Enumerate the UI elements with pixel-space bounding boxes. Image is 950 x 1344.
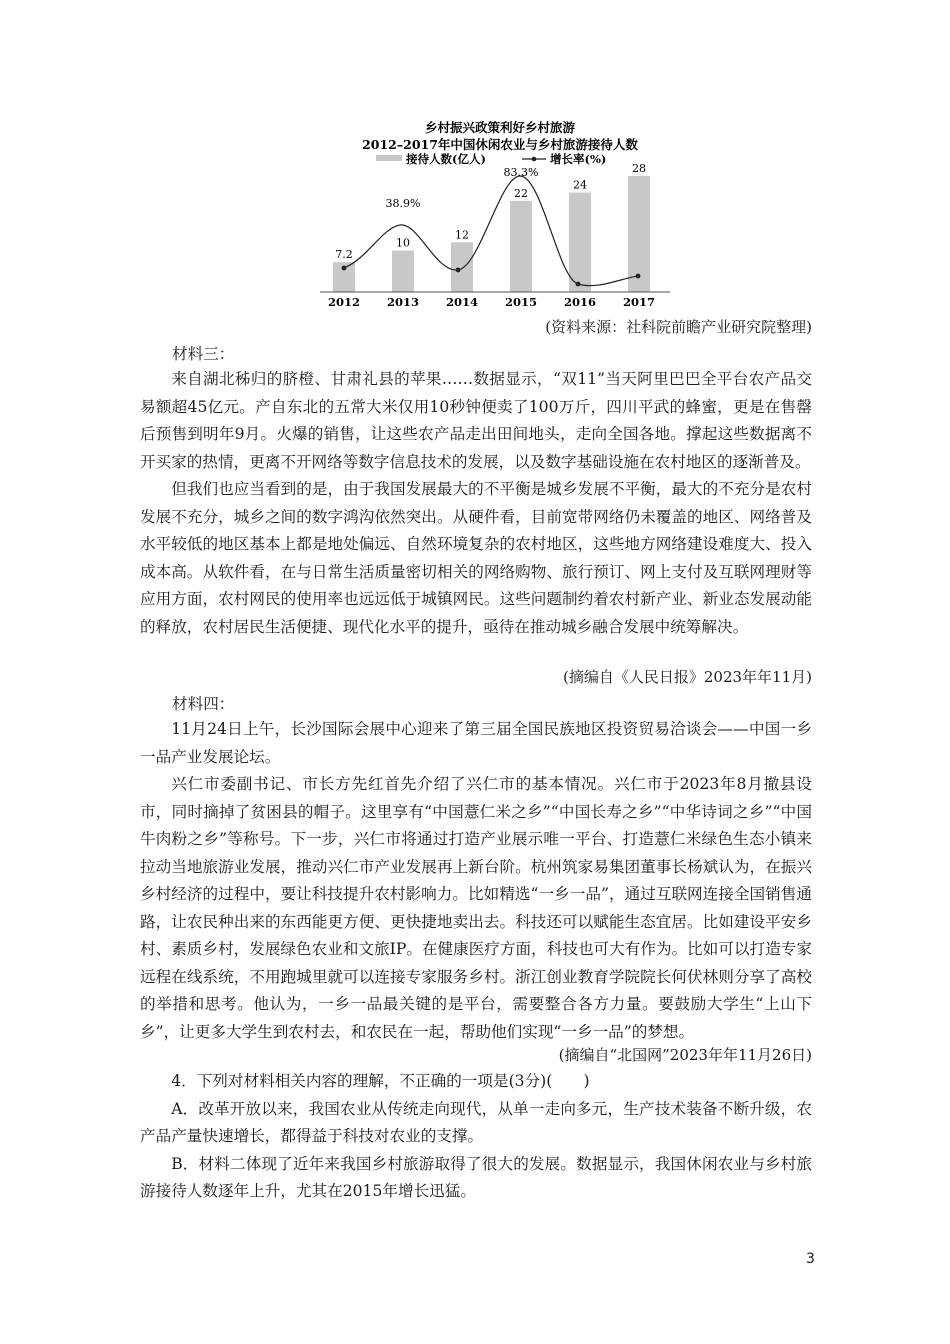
question-option-b: B．材料二体现了近年来我国乡村旅游取得了很大的发展。数据显示，我国休闲农业与乡村旅游接待人数逐年上升，尤其在2015年增长迅猛。 <box>140 1154 812 1200</box>
bar-2015 <box>510 201 532 292</box>
x-tick-2014: 2014 <box>445 295 479 309</box>
bar-value-label-2012: 7.2 <box>335 248 353 262</box>
question-option-a: A．改革开放以来，我国农业从传统走向现代，从单一走向多元，生产技术装备不断升级，农产品产量快速增长，都得益于科技对农业的支撑。 <box>140 1099 812 1145</box>
growth-point-2014 <box>456 268 461 273</box>
bar-value-label-2017: 28 <box>632 162 646 175</box>
x-tick-2015: 2015 <box>504 295 538 309</box>
bar-2014 <box>451 242 473 292</box>
bar-2013 <box>392 251 414 292</box>
chart-title: 乡村振兴政策利好乡村旅游 <box>424 120 576 135</box>
chart-source-note: (资料来源：社科院前瞻产业研究院整理) <box>545 318 812 336</box>
growth-rate-label-2013: 38.9% <box>385 197 421 210</box>
material3-label: 材料三： <box>172 345 235 363</box>
growth-rate-label-2015: 83.3% <box>503 166 539 179</box>
material4-paragraph-1: 11月24日上午，长沙国际会展中心迎来了第三届全国民族地区投资贸易洽谈会——中国一乡一品产业发展论坛。 <box>140 720 812 766</box>
growth-rate-line <box>344 176 638 286</box>
material3-paragraph-1: 来自湖北秭归的脐橙、甘肃礼县的苹果……数据显示，“双11”当天阿里巴巴全平台农产品交易额超45亿元。产自东北的五常大米仅用10秒钟便卖了100万斤，四川平武的蜂蜜，更是在售罄后预售到明年9月。火爆的销售，让这些农产品走出田间地头，走向全国各地。撑起这些数据离不开买家的热情，更离不开网络等数字信息技术的发展，以及数字基础设施在农村地区的逐渐普及。 <box>140 370 812 471</box>
material3-source: (摘编自《人民日报》2023年年11月) <box>563 668 812 686</box>
bar-value-label-2016: 24 <box>573 178 587 192</box>
bar-2016 <box>569 193 591 292</box>
legend-bar-swatch <box>376 155 402 161</box>
bar-value-label-2015: 22 <box>514 186 528 200</box>
x-tick-2017: 2017 <box>622 295 656 309</box>
legend-line-marker <box>532 157 537 162</box>
growth-point-2012 <box>342 266 347 271</box>
material3-body <box>140 366 812 641</box>
question-block <box>140 1068 812 1206</box>
legend-bar-label: 接待人数(亿人) <box>406 152 486 166</box>
bar-value-label-2014: 12 <box>455 228 469 242</box>
growth-point-2017 <box>636 274 641 279</box>
growth-point-2016 <box>576 282 581 287</box>
page-number: 3 <box>806 1251 815 1267</box>
chart-legend <box>376 152 606 166</box>
x-tick-2013: 2013 <box>386 295 420 309</box>
x-tick-2016: 2016 <box>563 295 597 309</box>
growth-rate-markers <box>342 266 641 287</box>
x-tick-2012: 2012 <box>327 295 361 309</box>
chart-subtitle: 2012–2017年中国休闲农业与乡村旅游接待人数 <box>362 137 638 152</box>
bar-value-label-2013: 10 <box>396 236 410 250</box>
material4-body <box>140 716 812 1046</box>
question-stem: 4．下列对材料相关内容的理解，不正确的一项是(3分)( ) <box>171 1072 590 1090</box>
visitor-chart <box>310 118 690 318</box>
material3-paragraph-2: 但我们也应当看到的是，由于我国发展最大的不平衡是城乡发展不平衡，最大的不充分是农村发展不充分，城乡之间的数字鸿沟依然突出。从硬件看，目前宽带网络仍未覆盖的地区、网络普及水平较低的地区基本上都是地处偏远、自然环境复杂的农村地区，这些地方网络建设难度大、投入成本高。从软件看，在与日常生活质量密切相关的网络购物、旅行预订、网上支付及互联网理财等应用方面，农村网民的使用率也远远低于城镇网民。这些问题制约着农村新产业、新业态发展动能的释放，农村居民生活便捷、现代化水平的提升，亟待在推动城乡融合发展中统筹解决。 <box>140 480 812 636</box>
material4-source: (摘编自“北国网”2023年年11月26日) <box>558 1046 812 1064</box>
material4-paragraph-2: 兴仁市委副书记、市长方先红首先介绍了兴仁市的基本情况。兴仁市于2023年8月撤县设市，同时摘掉了贫困县的帽子。这里享有“中国薏仁米之乡”“中国长寿之乡”“中华诗词之乡”“中国牛肉粉之乡”等称号。下一步，兴仁市将通过打造产业展示唯一平台、打造薏仁米绿色生态小镇来拉动当地旅游业发展，推动兴仁市产业发展再上新台阶。杭州筑家易集团董事长杨斌认为，在振兴乡村经济的过程中，要让科技提升农村影响力。比如精选“一乡一品”，通过互联网连接全国销售通路，让农民种出来的东西能更方便、更快捷地卖出去。科技还可以赋能生态宜居。比如建设平安乡村、素质乡村，发展绿色农业和文旅IP。在健康医疗方面，科技也可大有作为。比如可以打造专家远程在线系统，不用跑城里就可以连接专家服务乡村。浙江创业教育学院院长何伏林则分享了高校的举措和思考。他认为，一乡一品最关键的是平台，需要整合各方力量。要鼓励大学生“上山下乡”，让更多大学生到农村去，和农民在一起，帮助他们实现“一乡一品”的梦想。 <box>140 775 812 1041</box>
legend-line-label: 增长率(%) <box>550 152 607 166</box>
material4-label: 材料四： <box>172 695 235 713</box>
